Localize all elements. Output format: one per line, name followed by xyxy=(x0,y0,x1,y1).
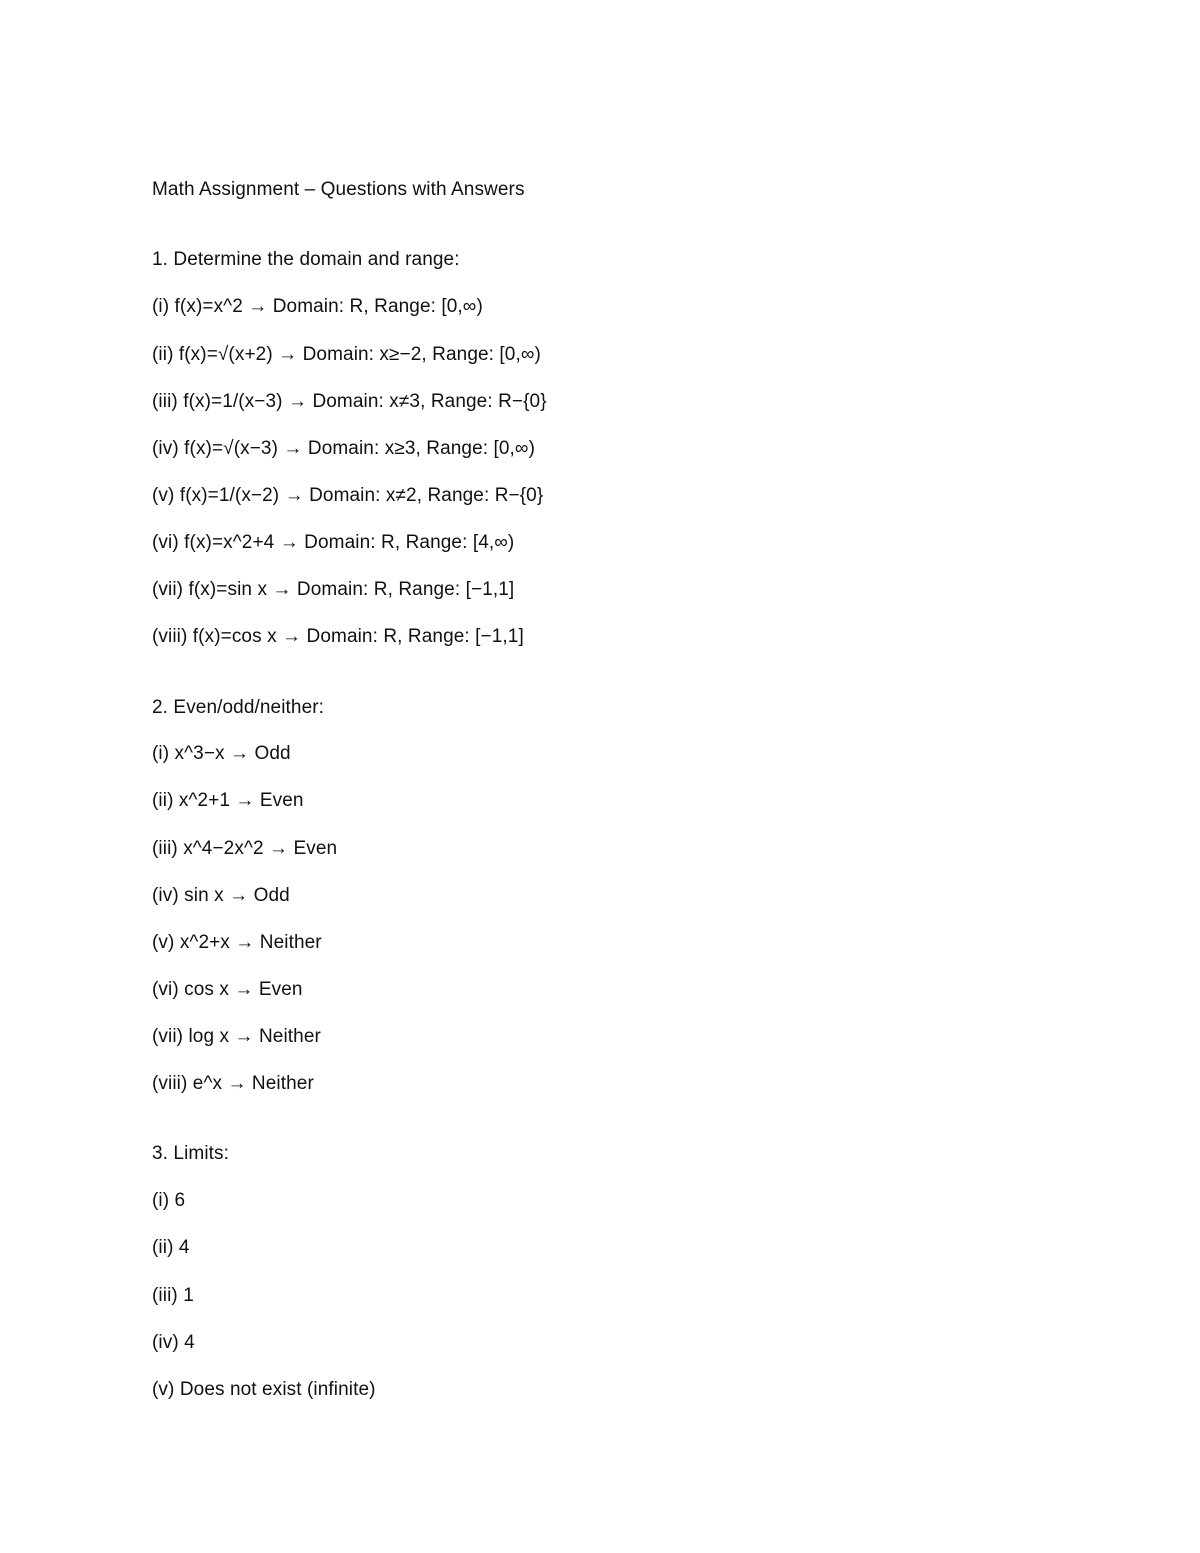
section-2-item: (iv) sin x → Odd xyxy=(152,885,290,906)
section-2-item: (vi) cos x → Even xyxy=(152,979,303,1000)
section-1-item: (i) f(x)=x^2 → Domain: R, Range: [0,∞) xyxy=(152,296,483,317)
section-2-item: (ii) x^2+1 → Even xyxy=(152,790,304,811)
section-2-item: (i) x^3−x → Odd xyxy=(152,743,291,764)
section-2-item: (v) x^2+x → Neither xyxy=(152,932,322,953)
section-2-item: (vii) log x → Neither xyxy=(152,1026,321,1047)
section-1-heading: 1. Determine the domain and range: xyxy=(152,249,460,270)
section-1-item: (v) f(x)=1/(x−2) → Domain: x≠2, Range: R−{0} xyxy=(152,485,544,506)
section-3-item: (i) 6 xyxy=(152,1190,186,1211)
section-3-item: (iii) 1 xyxy=(152,1285,194,1306)
section-3-item: (v) Does not exist (infinite) xyxy=(152,1379,376,1400)
section-2-item: (viii) e^x → Neither xyxy=(152,1073,314,1094)
section-1-item: (viii) f(x)=cos x → Domain: R, Range: [−1,1] xyxy=(152,626,524,647)
section-3-item: (iv) 4 xyxy=(152,1332,195,1353)
section-1-item: (vii) f(x)=sin x → Domain: R, Range: [−1,1] xyxy=(152,579,515,600)
section-1-item: (iv) f(x)=√(x−3) → Domain: x≥3, Range: [0,∞) xyxy=(152,438,536,459)
section-2-heading: 2. Even/odd/neither: xyxy=(152,697,325,718)
section-1-item: (vi) f(x)=x^2+4 → Domain: R, Range: [4,∞) xyxy=(152,532,515,553)
section-1-item: (ii) f(x)=√(x+2) → Domain: x≥−2, Range: [0,∞) xyxy=(152,344,541,365)
section-1-item: (iii) f(x)=1/(x−3) → Domain: x≠3, Range: R−{0} xyxy=(152,391,547,412)
section-3-heading: 3. Limits: xyxy=(152,1143,230,1164)
section-2-item: (iii) x^4−2x^2 → Even xyxy=(152,838,338,859)
section-3-item: (ii) 4 xyxy=(152,1237,190,1258)
document-title: Math Assignment – Questions with Answers xyxy=(152,179,525,200)
